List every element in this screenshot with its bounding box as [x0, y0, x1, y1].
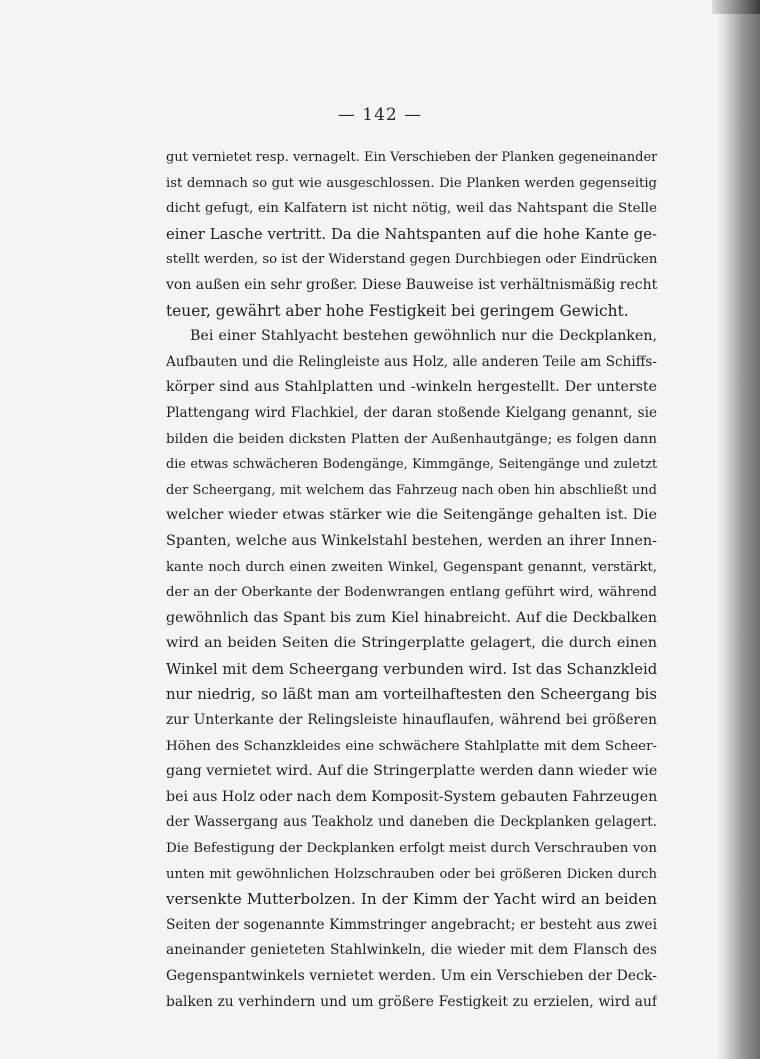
text-line: Plattengang wird Flachkiel, der daran stoßende Kielgang genannt, sie: [166, 404, 657, 421]
text-line: einer Lasche vertritt. Da die Nahtspanten auf die hohe Kante ge-: [166, 225, 657, 243]
text-line: balken zu verhindern und um größere Festigkeit zu erzielen, wird auf: [166, 993, 657, 1010]
page-edge: [730, 0, 760, 1059]
page-corner-shadow: [712, 0, 760, 14]
text-line: welcher wieder etwas stärker wie die Seitengänge gehalten ist. Die: [166, 507, 657, 524]
text-line: Spanten, welche aus Winkelstahl bestehen, werden an ihrer Innen-: [166, 532, 657, 549]
text-line: gut vernietet resp. vernagelt. Ein Verschieben der Planken gegeneinander: [166, 150, 657, 165]
text-line: bilden die beiden dicksten Platten der Außenhautgänge; es folgen dann: [166, 431, 657, 447]
text-line: Seiten der sogenannte Kimmstringer angebracht; er besteht aus zwei: [166, 916, 657, 933]
text-line: stellt werden, so ist der Widerstand gegen Durchbiegen oder Eindrücken: [166, 252, 657, 268]
text-line: der an der Oberkante der Bodenwrangen entlang geführt wird, während: [166, 585, 657, 601]
text-line: die etwas schwächeren Bodengänge, Kimmgänge, Seitengänge und zuletzt: [166, 457, 657, 473]
text-line: versenkte Mutterbolzen. In der Kimm der Yacht wird an beiden: [166, 890, 657, 909]
text-line: dicht gefugt, ein Kalfatern ist nicht nötig, weil das Nahtspant die Stelle: [166, 201, 657, 217]
text-line: der Wassergang aus Teakholz und daneben die Deckplanken gelagert.: [166, 814, 657, 831]
text-line: körper sind aus Stahlplatten und -winkeln hergestellt. Der unterste: [166, 379, 657, 396]
text-line: Gegenspantwinkels vernietet werden. Um ein Verschieben der Deck-: [166, 968, 657, 984]
text-line: teuer, gewährt aber hohe Festigkeit bei geringem Gewicht.: [166, 301, 629, 320]
text-line: gewöhnlich das Spant bis zum Kiel hinabreicht. Auf die Deckbalken: [166, 609, 657, 626]
text-line: von außen ein sehr großer. Diese Bauweise ist verhältnismäßig recht: [166, 276, 657, 293]
text-line: bei aus Holz oder nach dem Komposit-System gebauten Fahrzeugen: [166, 788, 657, 805]
body-text: [166, 145, 657, 1015]
text-line: Aufbauten und die Relingleiste aus Holz, alle anderen Teile am Schiffs-: [166, 353, 657, 370]
text-line: zur Unterkante der Relingsleiste hinauflaufen, während bei größeren: [166, 712, 657, 729]
text-line: Höhen des Schanzkleides eine schwächere Stahlplatte mit dem Scheer-: [166, 738, 657, 754]
spine-shadow: [716, 0, 730, 1059]
text-line: Winkel mit dem Scheergang verbunden wird. Ist das Schanzkleid: [166, 660, 657, 678]
text-line: kante noch durch einen zweiten Winkel, Gegenspant genannt, verstärkt,: [166, 559, 657, 575]
text-line: der Scheergang, mit welchem das Fahrzeug nach oben hin abschließt und: [166, 482, 657, 498]
text-line: ist demnach so gut wie ausgeschlossen. Die Planken werden gegenseitig: [166, 175, 657, 191]
text-line: unten mit gewöhnlichen Holzschrauben oder bei größeren Dicken durch: [166, 866, 657, 882]
text-line: aneinander genieteten Stahlwinkeln, die wieder mit dem Flansch des: [166, 942, 657, 959]
text-line: Bei einer Stahlyacht bestehen gewöhnlich nur die Deckplanken,: [190, 328, 657, 345]
text-line: wird an beiden Seiten die Stringerplatte gelagert, die durch einen: [166, 635, 657, 652]
page-number: — 142 —: [337, 105, 423, 125]
text-line: nur niedrig, so läßt man am vorteilhaftesten den Scheergang bis: [166, 686, 657, 704]
text-line: gang vernietet wird. Auf die Stringerplatte werden dann wieder wie: [166, 763, 657, 780]
text-line: Die Befestigung der Deckplanken erfolgt meist durch Verschrauben von: [166, 841, 657, 857]
